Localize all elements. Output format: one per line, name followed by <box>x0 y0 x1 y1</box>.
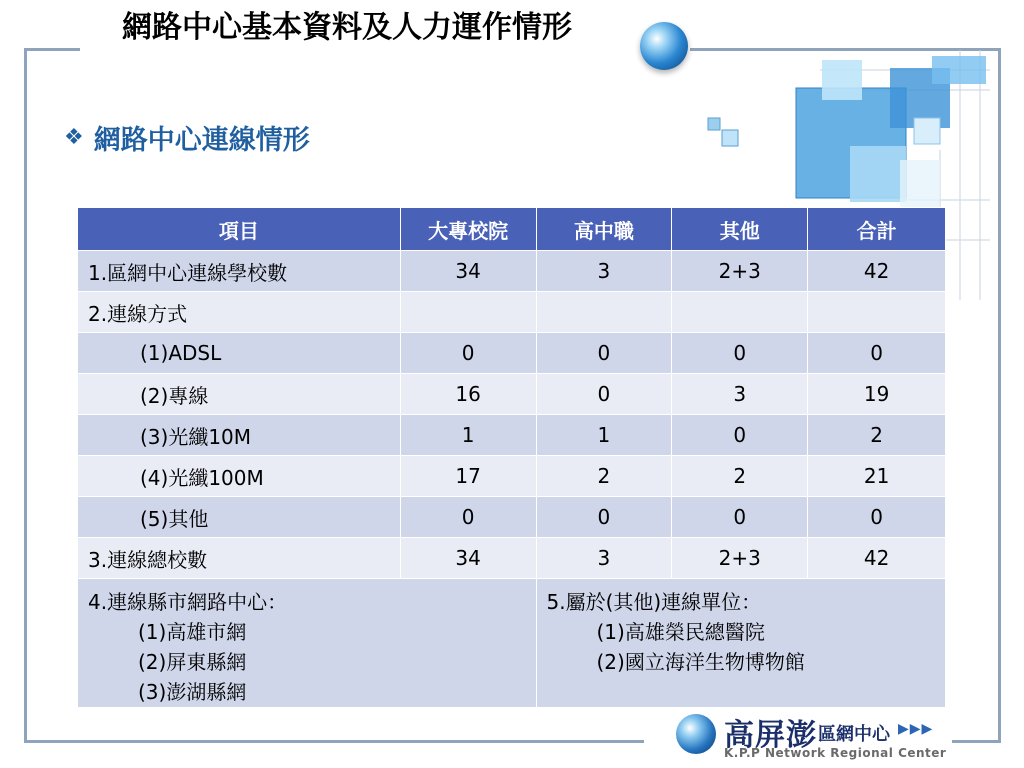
row-label: (3)光纖10M <box>78 415 401 456</box>
section-heading-text: 網路中心連線情形 <box>93 125 310 156</box>
slide-title: 網路中心基本資料及人力運作情形 <box>122 10 572 45</box>
note-item: (2)屏東縣網 <box>138 650 247 674</box>
logo-suffix: 區網中心 <box>818 724 890 745</box>
table-cell: 0 <box>536 497 672 538</box>
note-linked-county-centers <box>78 579 537 708</box>
table-cell: 0 <box>536 374 672 415</box>
note-item: (3)澎湖縣網 <box>138 680 247 704</box>
table-cell: 42 <box>808 251 946 292</box>
frame-line-left <box>24 48 27 742</box>
frame-line-top-left <box>24 48 80 51</box>
frame-line-bottom-left <box>24 740 644 743</box>
column-header: 大專校院 <box>400 208 536 251</box>
table-cell: 1 <box>536 415 672 456</box>
table-cell: 2 <box>808 415 946 456</box>
logo-name: 高屏澎 <box>724 718 817 753</box>
row-label: (1)ADSL <box>78 333 401 374</box>
column-header: 合計 <box>808 208 946 251</box>
table-cell: 0 <box>808 333 946 374</box>
table-cell: 3 <box>536 538 672 579</box>
frame-line-bottom-right <box>952 740 1001 743</box>
column-header: 項目 <box>78 208 401 251</box>
table-cell: 3 <box>536 251 672 292</box>
table-cell: 0 <box>808 497 946 538</box>
table-row <box>78 292 946 333</box>
note-heading: 5.屬於(其他)連線單位： <box>546 590 762 614</box>
table-cell <box>536 292 672 333</box>
table-row <box>78 251 946 292</box>
row-label: (4)光纖100M <box>78 456 401 497</box>
section-heading <box>64 118 310 157</box>
note-other-units <box>536 579 946 708</box>
row-label: 3.連線總校數 <box>78 538 401 579</box>
table-cell: 34 <box>400 538 536 579</box>
table-notes-row <box>78 579 946 708</box>
table-row <box>78 538 946 579</box>
table-row <box>78 374 946 415</box>
table-cell: 0 <box>400 497 536 538</box>
column-header: 高中職 <box>536 208 672 251</box>
kpp-logo <box>676 712 956 764</box>
connection-table <box>77 207 946 708</box>
table-row <box>78 415 946 456</box>
logo-english: K.P.P Network Regional Center <box>724 746 947 760</box>
table-cell: 0 <box>672 415 808 456</box>
table-cell: 0 <box>536 333 672 374</box>
table-row <box>78 497 946 538</box>
table-cell: 1 <box>400 415 536 456</box>
table-cell: 42 <box>808 538 946 579</box>
diamond-bullet-icon: ❖ <box>64 125 84 150</box>
note-item: (1)高雄榮民總醫院 <box>596 620 765 644</box>
table-cell: 34 <box>400 251 536 292</box>
table-cell <box>808 292 946 333</box>
note-item: (2)國立海洋生物博物館 <box>596 650 805 674</box>
table-cell: 2 <box>672 456 808 497</box>
table-cell: 0 <box>400 333 536 374</box>
row-label: (5)其他 <box>78 497 401 538</box>
table-cell: 0 <box>672 497 808 538</box>
row-label: 1.區網中心連線學校數 <box>78 251 401 292</box>
globe-icon <box>640 22 688 70</box>
table-cell: 0 <box>672 333 808 374</box>
table-cell: 2+3 <box>672 251 808 292</box>
table-cell: 2+3 <box>672 538 808 579</box>
row-label: (2)專線 <box>78 374 401 415</box>
table-cell <box>400 292 536 333</box>
table-cell: 17 <box>400 456 536 497</box>
table-cell: 21 <box>808 456 946 497</box>
table-cell: 3 <box>672 374 808 415</box>
column-header: 其他 <box>672 208 808 251</box>
logo-arrows-icon: ▶▶▶ <box>898 721 934 737</box>
table-row <box>78 333 946 374</box>
table-cell: 19 <box>808 374 946 415</box>
note-heading: 4.連線縣市網路中心： <box>88 590 288 614</box>
logo-globe-icon <box>676 714 716 754</box>
table-header-row <box>78 208 946 251</box>
table-cell: 2 <box>536 456 672 497</box>
table-cell <box>672 292 808 333</box>
table-row <box>78 456 946 497</box>
note-item: (1)高雄市網 <box>138 620 247 644</box>
table-cell: 16 <box>400 374 536 415</box>
row-label: 2.連線方式 <box>78 292 401 333</box>
